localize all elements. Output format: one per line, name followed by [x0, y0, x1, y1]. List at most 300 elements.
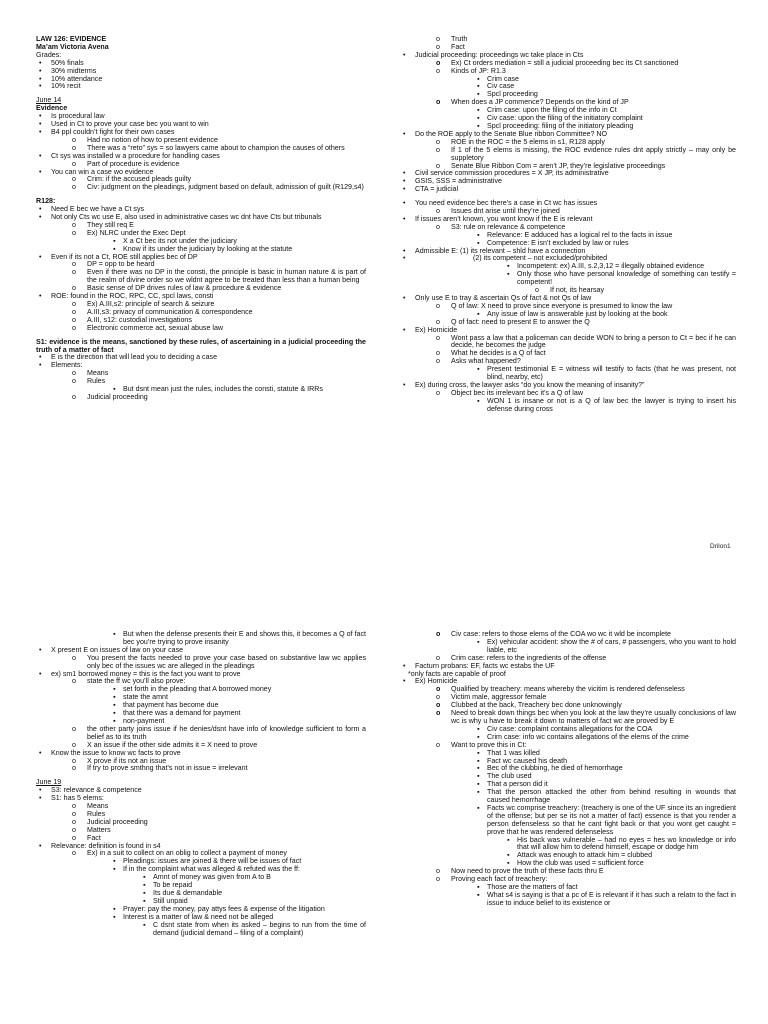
note-text: Had no notion of how to present evidence [87, 135, 218, 144]
note-text: There was a “reto” sys = so lawyers came about to champion the causes of others [87, 143, 345, 152]
square-bullet-icon: ▪ [507, 262, 510, 271]
square-bullet-icon: ▪ [477, 780, 480, 789]
bullet-icon: • [403, 169, 406, 178]
note-text: But dsnt mean just the rules, includes the consti, statute & IRRs [123, 385, 323, 394]
circle-bullet-icon: o [72, 677, 76, 686]
square-bullet-icon: ▪ [477, 82, 480, 91]
note-text: Qualified by treachery: means whereby the vicitim is rendered defenseless [451, 685, 685, 694]
circle-bullet-icon: o [72, 653, 76, 662]
note-text: the other party joins issue if he denies/dsnt have info of knowledge sufficient to form a belief as to its truth [87, 724, 366, 741]
note-item [36, 890, 366, 898]
note-heading [36, 44, 366, 52]
note-text: Crim case [487, 74, 519, 83]
note-item [36, 655, 366, 671]
square-bullet-icon: ▪ [477, 121, 480, 130]
bullet-icon: • [39, 361, 42, 370]
note-text: If try to prove smthng that’s not in issue = irrelevant [87, 764, 248, 773]
note-text: Grades: [36, 50, 62, 59]
note-text: Prayer: pay the money, pay attys fees & expense of the litigation [123, 904, 325, 913]
note-text: Relevance: E adduced has a logical rel to the facts in issue [487, 230, 673, 239]
note-item [36, 726, 366, 742]
note-text: Ex) in a suit to collect on an oblig to collect a payment of money [87, 849, 287, 858]
note-item [36, 76, 366, 84]
page-2 [0, 628, 768, 1024]
note-text: What s4 is saying is that a pc of E is relevant if it has such a relatn to the fact in issue to induce belief to its existence or [487, 890, 736, 907]
circle-bullet-icon: o [72, 323, 76, 332]
note-text: Still unpaid [153, 896, 188, 905]
note-text: Is procedural law [51, 112, 105, 121]
note-text: Need to break down things bec when you look at the law they’re usually conclusions of law wc is why u have to break it down to matters of fact wc are proved by E [451, 709, 736, 725]
note-text: That 1 was killed [487, 748, 540, 757]
note-text: S3: relevance & competence [51, 786, 142, 795]
note-text: Admissible E: (1) its relevant – shld have a connection [415, 246, 586, 255]
circle-bullet-icon: o [436, 693, 440, 702]
note-text: ROE in the ROC = the 5 elems in s1, R128 apply [451, 137, 605, 146]
note-text: Crim case: refers to the ingredients of the offense [451, 653, 607, 662]
square-bullet-icon: ▪ [477, 724, 480, 733]
note-item [400, 83, 736, 91]
circle-bullet-icon: o [72, 143, 76, 152]
note-text: S3: rule on relevance & competence [451, 222, 566, 231]
note-text: S1: has 5 elems: [51, 794, 104, 803]
note-text: that payment has become due [123, 701, 219, 710]
note-text: You present the facts needed to prove your case based on substantive law wc applies only bec of the issues wc are alleged in the pleadings [87, 653, 366, 670]
note-text: LAW 126: EVIDENCE [36, 35, 107, 43]
note-item [36, 710, 366, 718]
bullet-icon: • [39, 786, 42, 795]
square-bullet-icon: ▪ [477, 396, 480, 405]
circle-bullet-icon: o [72, 740, 76, 749]
note-item [400, 147, 736, 163]
note-text: Attack was enough to attack him = clubbed [517, 851, 653, 860]
note-text: Ma’am Victoria Avena [36, 42, 109, 51]
note-item [36, 765, 366, 773]
square-bullet-icon: ▪ [477, 365, 480, 374]
note-text: Only those who have personal knowledge of something can testify = competent! [517, 270, 736, 287]
note-text: Civ case: upon the filing of the initiatory complaint [487, 114, 643, 123]
note-text: Fact wc caused his death [487, 756, 568, 765]
square-bullet-icon: ▪ [477, 230, 480, 239]
note-text: Judicial proceeding: proceedings wc take place in Cts [415, 50, 584, 59]
note-text: non-payment [123, 716, 165, 725]
note-item [36, 269, 366, 285]
circle-bullet-icon: o [436, 207, 440, 216]
note-text: Elements: [51, 361, 83, 370]
square-bullet-icon: ▪ [477, 74, 480, 83]
note-text: Now need to prove the truth of these facts thru E [451, 867, 604, 876]
note-text: X present E on issues of law on your case [51, 645, 184, 654]
bullet-icon: • [403, 254, 406, 263]
bullet-icon: • [39, 151, 42, 160]
note-text: Only use E to tray & ascertain Qs of fact & not Qs of law [415, 294, 592, 302]
bullet-icon: • [39, 353, 42, 362]
square-bullet-icon: ▪ [477, 756, 480, 765]
note-text: Kinds of JP: R1.3 [451, 66, 506, 75]
circle-bullet-icon: o [436, 630, 441, 638]
square-bullet-icon: ▪ [113, 709, 116, 718]
square-bullet-icon: ▪ [477, 106, 480, 115]
square-bullet-icon: ▪ [143, 881, 146, 890]
note-item [36, 803, 366, 811]
circle-bullet-icon: o [72, 392, 76, 401]
note-text: Relevance: definition is found in s4 [51, 841, 161, 850]
square-bullet-icon: ▪ [477, 90, 480, 99]
circle-bullet-icon: o [436, 98, 441, 107]
note-text: Do the ROE apply to the Senate Blue ribbon Committee? NO [415, 129, 608, 138]
circle-bullet-icon: o [72, 284, 76, 293]
note-text: Civ case: complaint contains allegations for the COA [487, 724, 653, 733]
square-bullet-icon: ▪ [113, 865, 116, 874]
square-bullet-icon: ▪ [477, 772, 480, 781]
note-text: X prove if its not an issue [87, 756, 167, 765]
note-text: ex) sm1 borrowed money = this is the fact you want to prove [51, 669, 241, 678]
note-text: Means [87, 369, 109, 378]
note-text: Senate Blue Ribbon Com = aren’t JP, they’re legislative proceedings [451, 161, 666, 170]
circle-bullet-icon: o [72, 183, 76, 192]
square-bullet-icon: ▪ [477, 114, 480, 123]
note-item [36, 750, 366, 758]
bullet-icon: • [403, 185, 406, 194]
note-item [36, 370, 366, 378]
bullet-icon: • [39, 205, 42, 214]
circle-bullet-icon: o [72, 802, 76, 811]
note-text: Those are the matters of fact [487, 883, 578, 891]
note-text: Need E bec we have a Ct sys [51, 205, 145, 214]
bullet-icon: • [39, 74, 42, 83]
note-text: Its due & demandable [153, 889, 223, 897]
circle-bullet-icon: o [436, 137, 440, 146]
circle-bullet-icon: o [436, 301, 440, 310]
note-text: If in the complaint what was alleged & refuted was the ff: [123, 865, 300, 874]
circle-bullet-icon: o [72, 809, 76, 818]
note-text: What he decides is a Q of fact [451, 349, 546, 358]
bullet-icon: • [39, 841, 42, 850]
note-text: ROE: found in the ROC, RPC, CC, spcl laws, consti [51, 292, 214, 301]
bullet-icon: • [403, 177, 406, 186]
note-item [400, 805, 736, 837]
square-bullet-icon: ▪ [143, 873, 146, 882]
circle-bullet-icon: o [436, 740, 440, 749]
square-bullet-icon: ▪ [113, 857, 116, 866]
note-text: Rules [87, 809, 106, 818]
circle-bullet-icon: o [436, 145, 440, 154]
note-text: Ex) during cross, the lawyer asks “do you know the meaning of insanity?” [415, 380, 645, 389]
note-text: Ct sys was installed w a procedure for handling cases [51, 151, 220, 160]
note-item [36, 811, 366, 819]
note-text: Interest is a matter of law & need not be alleged [123, 912, 274, 921]
circle-bullet-icon: o [72, 756, 76, 765]
note-item [400, 68, 736, 76]
note-item [36, 254, 366, 262]
bullet-icon: • [39, 252, 42, 261]
note-text: Crim: if the accused pleads guilty [87, 175, 192, 184]
note-text: Bec of the clubbing, he died of hemorrhage [487, 764, 623, 773]
note-text: His back was vulnerable – had no eyes = hes wo knowledge or info that will allow him to defend himself, escape or dodge him [517, 835, 736, 852]
circle-bullet-icon: o [72, 268, 76, 277]
square-bullet-icon: ▪ [477, 238, 480, 247]
square-bullet-icon: ▪ [507, 851, 510, 860]
note-text: That the person attacked the other from behind resulting in wounds that caused hemorrhage [487, 788, 736, 805]
circle-bullet-icon: o [72, 369, 76, 378]
note-text: Proving each fact of treachery: [451, 875, 548, 884]
note-text: Truth [451, 35, 468, 43]
note-text: set forth in the pleading that A borrowed money [123, 685, 272, 694]
note-text: Issues dnt arise until they’re joined [451, 207, 560, 216]
note-item [400, 837, 736, 853]
note-text: Pleadings: issues are joined & there will be issues of fact [123, 857, 302, 866]
note-text: Evidence [36, 104, 68, 113]
note-text: Spcl proceeding: filing of the initiatory pleading [487, 121, 634, 130]
note-text: 10% attendance [51, 74, 103, 83]
note-text: Ex) Ct orders mediation = still a judicial proceeding bec its Ct sanctioned [451, 58, 679, 67]
circle-bullet-icon: o [72, 315, 76, 324]
circle-bullet-icon: o [72, 300, 76, 308]
note-text: *only facts are capable of proof [408, 669, 506, 678]
note-text: Civ case: refers to those elems of the COA wo wc it wld be incomplete [451, 630, 671, 638]
bullet-icon: • [403, 50, 406, 59]
note-text: Any issue of law is answerable just by looking at the book [487, 309, 668, 318]
note-item [400, 271, 736, 287]
note-text: June 19 [36, 778, 62, 787]
note-text: Facts wc comprise treachery: (treachery is one of the UF since its an ingredient of the offense; but per se its not a matter of fact) essence is that you render a person defenseless so that he cant fight back or that you wont get caught = prove that he was rendered defenseless [487, 803, 736, 836]
square-bullet-icon: ▪ [477, 637, 480, 646]
note-text: They still req E [87, 220, 134, 229]
note-text: that there was a demand for payment [123, 709, 241, 718]
note-text: WON 1 is insane or not is a Q of law bec the lawyer is trying to insert his defense during cross [487, 396, 736, 413]
note-item [36, 922, 366, 938]
note-item [36, 394, 366, 402]
page-2-right-column [400, 631, 736, 908]
note-text: Spcl proceeding [487, 90, 538, 99]
circle-bullet-icon: o [436, 42, 440, 51]
page-1-left-column [36, 36, 366, 402]
note-item [36, 83, 366, 91]
square-bullet-icon: ▪ [477, 764, 480, 773]
square-bullet-icon: ▪ [507, 270, 510, 279]
circle-bullet-icon: o [72, 724, 76, 733]
note-text: state the ff wc you’ll also prove: [87, 677, 186, 686]
note-text: If not, its hearsay [550, 286, 605, 295]
square-bullet-icon: ▪ [477, 732, 480, 741]
note-text: 10% recit [51, 82, 81, 91]
bullet-icon: • [39, 213, 42, 222]
square-bullet-icon: ▪ [507, 835, 510, 844]
note-text: E is the direction that will lead you to deciding a case [51, 353, 218, 362]
note-text: DP = opp to be heard [87, 260, 155, 269]
note-text: X an issue if the other side admits it = X need to prove [87, 740, 258, 749]
bullet-icon: • [403, 246, 406, 255]
note-text: Ex) NLRC under the Exec Dept [87, 228, 186, 237]
note-item [36, 184, 366, 192]
square-bullet-icon: ▪ [113, 716, 116, 725]
note-text: R128: [36, 197, 56, 206]
note-text: Object bec its irrelevant bec it’s a Q of law [451, 388, 583, 397]
note-text: (2) its competent – not excluded/prohibited [473, 254, 608, 263]
circle-bullet-icon: o [72, 833, 76, 842]
note-text: Civil service commission procedures = X JP, its administrative [415, 169, 609, 178]
bullet-icon: • [39, 167, 42, 176]
bullet-icon: • [403, 199, 406, 208]
note-item [36, 362, 366, 370]
note-item [36, 354, 366, 362]
note-text: Civ: judgment on the pleadings, judgment based on default, admission of guilt (R129,s4) [87, 183, 364, 192]
circle-bullet-icon: o [436, 653, 440, 662]
note-text: Even if its not a Ct, ROE still applies bec of DP [51, 252, 198, 261]
bullet-icon: • [39, 66, 42, 75]
circle-bullet-icon: o [72, 817, 76, 826]
square-bullet-icon: ▪ [143, 889, 146, 897]
note-item [400, 789, 736, 805]
page-2-left-column [36, 631, 366, 937]
square-bullet-icon: ▪ [477, 309, 480, 318]
note-text: Basic sense of DP drives rules of law & procedure & evidence [87, 284, 282, 293]
note-text: Crim case: info wc contains allegations of the elems of the crime [487, 732, 689, 741]
note-item [400, 765, 736, 773]
note-text: Amnt of money was given from A to B [153, 873, 271, 882]
note-text: Fact [87, 833, 101, 842]
note-item [400, 186, 736, 194]
circle-bullet-icon: o [72, 135, 76, 144]
note-text: That a person did it [487, 780, 548, 789]
note-item [400, 366, 736, 382]
note-text: If 1 of the 5 elems is missing, the ROC evidence rules dnt apply strictly – may only be suppletory [451, 145, 736, 162]
note-item [36, 631, 366, 647]
square-bullet-icon: ▪ [113, 236, 116, 245]
bullet-icon: • [39, 748, 42, 757]
note-text: Ex) A.III,s2: principle of search & seizure [87, 300, 215, 308]
bullet-icon: • [39, 127, 42, 136]
circle-bullet-icon: o [72, 260, 76, 269]
square-bullet-icon: ▪ [113, 912, 116, 921]
note-text: state the amnt [123, 693, 168, 702]
note-item [400, 773, 736, 781]
square-bullet-icon: ▪ [477, 890, 480, 899]
note-item [36, 169, 366, 177]
circle-bullet-icon: o [436, 222, 440, 231]
note-text: Q of law: X need to prove since everyone is presumed to know the law [451, 301, 673, 310]
note-text: But when the defense presents their E and shows this, it becomes a Q of fact bec you’re trying to prove insanity [123, 630, 366, 646]
bullet-icon: • [39, 112, 42, 121]
note-text: Victim male, aggressor female [451, 693, 547, 702]
circle-bullet-icon: o [436, 161, 440, 170]
bullet-icon: • [39, 645, 42, 654]
page-1-right-column [400, 36, 736, 414]
circle-bullet-icon: o [72, 159, 76, 168]
note-text: Facturn probans: EF, facts wc estabs the UF [415, 661, 555, 670]
note-text: Q of fact: need to present E to answer the Q [451, 317, 590, 326]
note-text: Crim case: upon the filing of the info in Ct [487, 106, 617, 115]
square-bullet-icon: ▪ [113, 244, 116, 253]
circle-bullet-icon: o [436, 66, 440, 75]
square-bullet-icon: ▪ [143, 920, 146, 929]
note-text: If issues aren’t known, you wont know if the E is relevant [415, 214, 593, 223]
bullet-icon: • [39, 669, 42, 678]
note-text: Incompetent: ex) A.III, s.2,3,12 = illegally obtained evidence [517, 262, 705, 271]
note-text: Means [87, 802, 109, 811]
square-bullet-icon: ▪ [113, 385, 116, 394]
note-item [400, 335, 736, 351]
note-text: Ex) vehicular accident: show the # of cars, # passengers, who you want to hold liable, etc [487, 637, 736, 654]
note-text: 50% finals [51, 58, 84, 67]
note-text: Civ case [487, 82, 515, 91]
note-text: Know if its under the judiciary by looking at the statute [123, 244, 293, 253]
note-item [36, 222, 366, 230]
circle-bullet-icon: o [436, 349, 440, 358]
note-text: Matters [87, 825, 111, 834]
note-text: Part of procedure is evidence [87, 159, 180, 168]
note-item [36, 309, 366, 317]
note-text: Wont pass a law that a policeman can decide WON to bring a person to Ct = bec if he can decide, he becomes the judge [451, 333, 736, 350]
note-item [36, 827, 366, 835]
note-text: A.III,s3: privacy of communication & correspondence [87, 307, 253, 316]
circle-bullet-icon: o [436, 709, 441, 718]
note-item [400, 398, 736, 414]
note-text: B4 ppl couldn’t fight for their own cases [51, 127, 175, 136]
bullet-icon: • [403, 214, 406, 223]
note-item [400, 76, 736, 84]
note-heading [36, 339, 366, 355]
bullet-icon: • [39, 292, 42, 301]
square-bullet-icon: ▪ [477, 788, 480, 797]
note-item [36, 325, 366, 333]
circle-bullet-icon: o [72, 825, 76, 834]
note-text: You can win a case wo evidence [51, 167, 154, 176]
note-heading [36, 97, 366, 105]
circle-bullet-icon: o [72, 307, 76, 316]
bullet-icon: • [39, 794, 42, 803]
note-heading [36, 52, 366, 60]
bullet-icon: • [403, 129, 406, 138]
note-text: How the club was used = sufficient force [517, 859, 644, 868]
square-bullet-icon: ▪ [113, 685, 116, 694]
note-text: Asks what happened? [451, 357, 521, 366]
square-bullet-icon: ▪ [507, 859, 510, 868]
note-text: Used in Ct to prove your case bec you want to win [51, 120, 209, 129]
note-text: Not only Cts wc use E, also used in administrative cases wc dnt have Cts but tribunals [51, 213, 322, 222]
circle-bullet-icon: o [72, 377, 76, 386]
note-item [36, 214, 366, 222]
note-text: Ex) Homicide [415, 325, 458, 334]
note-text: Fact [451, 42, 465, 51]
bullet-icon: • [39, 58, 42, 67]
circle-bullet-icon: o [72, 849, 76, 858]
note-item [36, 795, 366, 803]
note-text: CTA = judicial [415, 185, 459, 194]
note-item [36, 686, 366, 694]
circle-bullet-icon: o [436, 685, 441, 694]
square-bullet-icon: ▪ [143, 896, 146, 905]
bullet-icon: • [403, 380, 406, 389]
note-text: You need evidence bec there’s a case in Ct wc has issues [415, 199, 598, 208]
page-footer: Drilon1 [710, 543, 731, 550]
note-item [400, 742, 736, 750]
bullet-icon: • [403, 661, 406, 670]
note-text: To be repaid [153, 881, 193, 890]
note-item [36, 819, 366, 827]
note-text: Electronic commerce act, sexual abuse law [87, 323, 224, 332]
note-item [36, 671, 366, 679]
circle-bullet-icon: o [436, 875, 440, 884]
circle-bullet-icon: o [436, 867, 440, 876]
note-text: Judicial proceeding [87, 392, 148, 401]
circle-bullet-icon: o [436, 357, 440, 366]
note-item [400, 639, 736, 655]
square-bullet-icon: ▪ [113, 904, 116, 913]
note-text: Clubbed at the back, Treachery bec done unknowingly [451, 701, 622, 710]
circle-bullet-icon: o [436, 701, 441, 710]
note-text: 30% midterms [51, 66, 97, 75]
note-text: Want to prove this in Ct: [451, 740, 527, 749]
